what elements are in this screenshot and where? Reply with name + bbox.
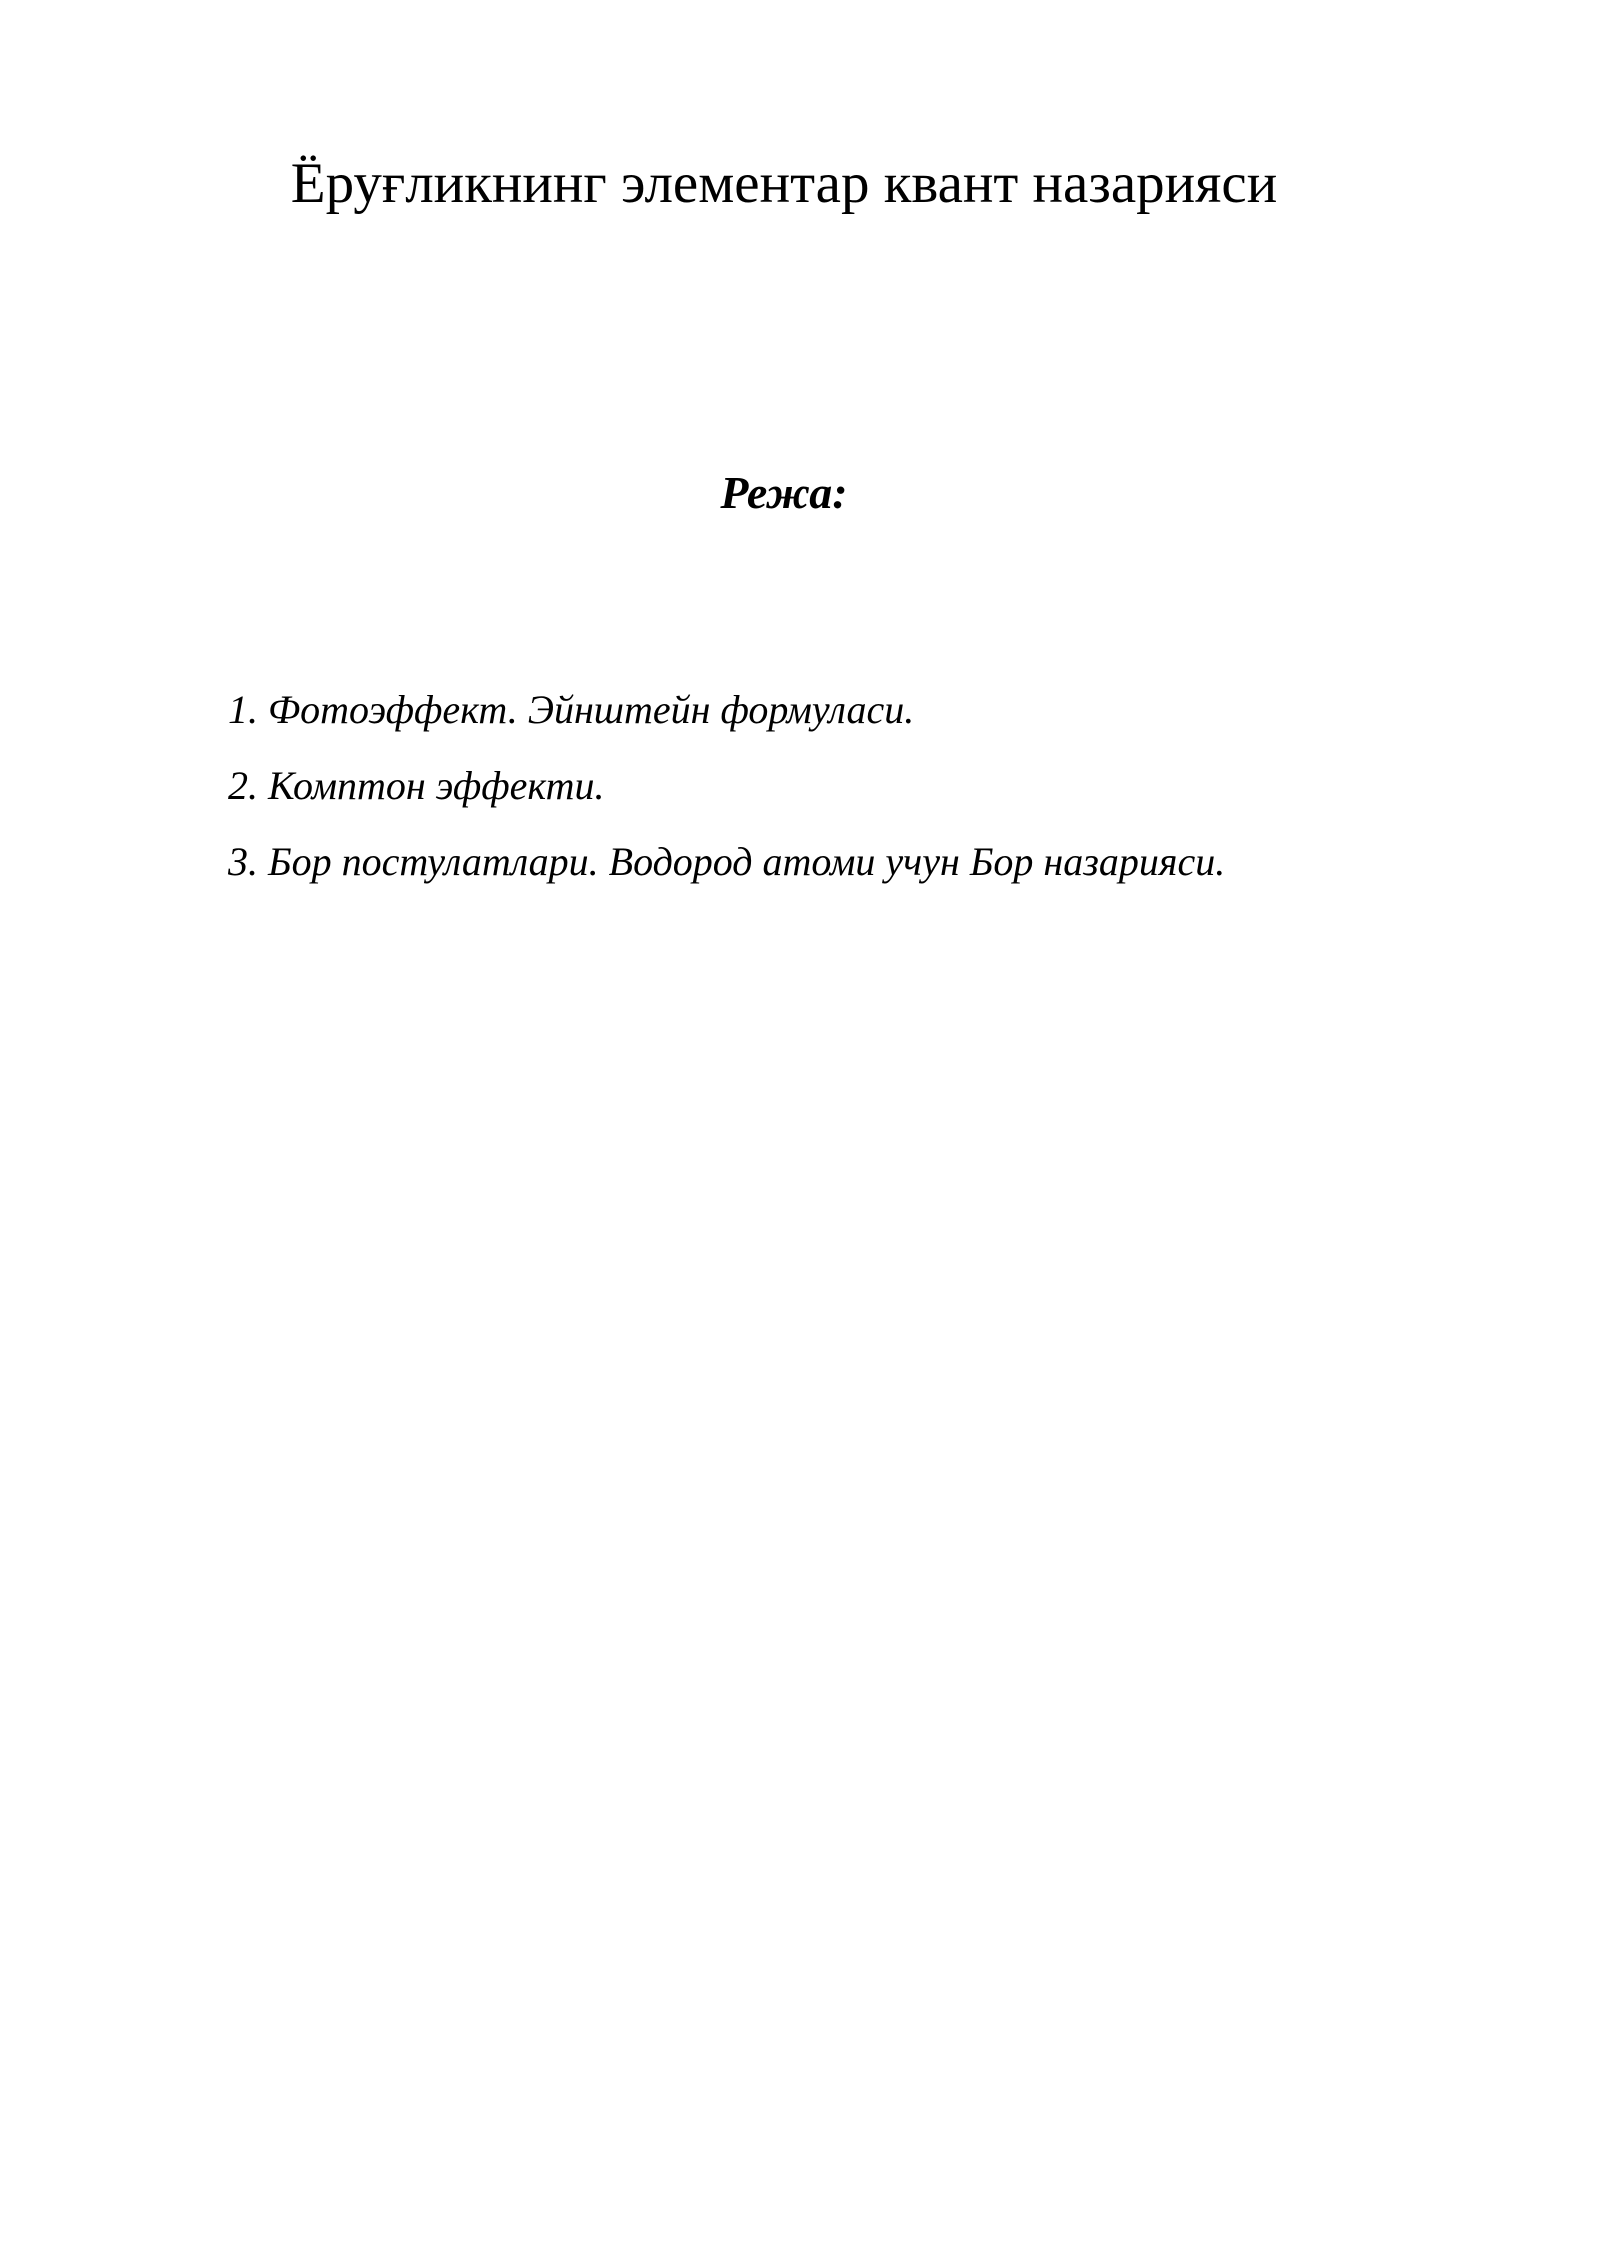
plan-item: [228, 838, 1225, 914]
plan-item-number: 3.: [228, 839, 258, 884]
page-title: Ёруғликнинг элементар квант назарияси: [290, 152, 1278, 215]
plan-item-text: Комптон эффекти.: [268, 763, 605, 808]
plan-item-number: 2.: [228, 763, 258, 808]
plan-heading: Режа:: [720, 467, 848, 518]
plan-item: [228, 686, 1225, 762]
plan-item: [228, 762, 1225, 838]
plan-item-number: 1.: [228, 687, 258, 732]
plan-list: [228, 686, 1225, 914]
plan-item-text: Бор постулатлари. Водород атоми учун Бор назарияси.: [268, 839, 1226, 884]
plan-item-text: Фотоэффект. Эйнштейн формуласи.: [268, 687, 915, 732]
